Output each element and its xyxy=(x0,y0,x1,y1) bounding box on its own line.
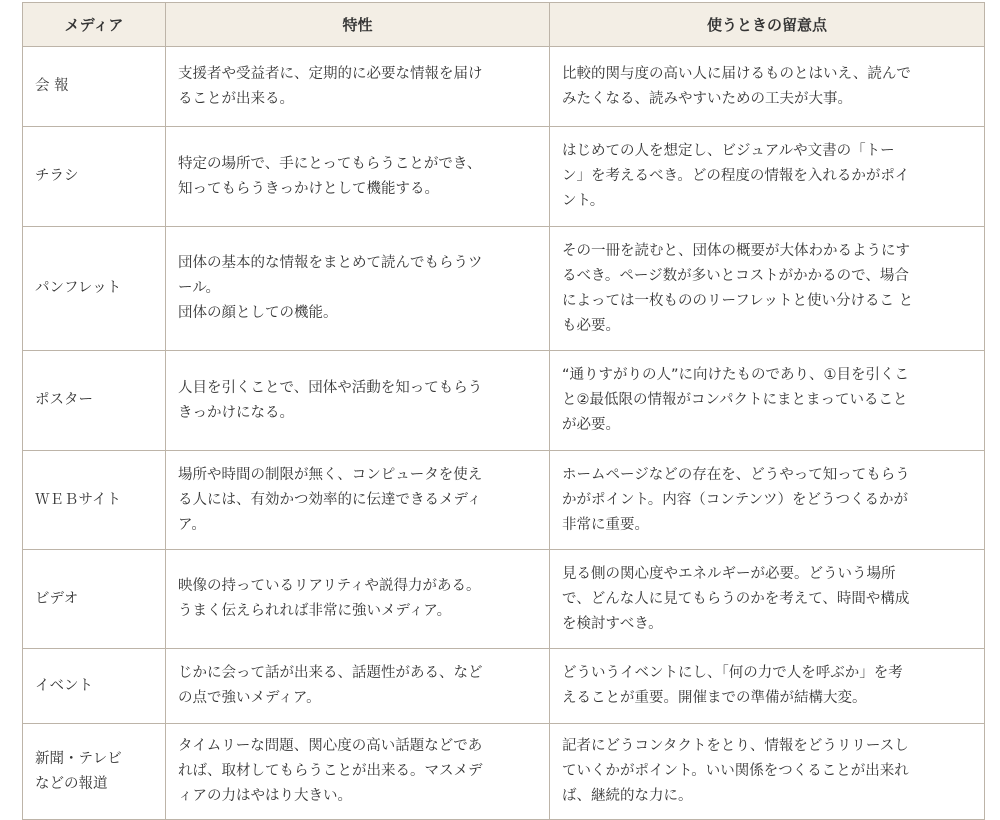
media-name-line: などの報道 xyxy=(35,775,108,792)
media-comparison-table xyxy=(22,2,985,820)
notes-line: えることが重要。開催までの準備が結構大変。 xyxy=(562,690,867,706)
table-row xyxy=(23,550,985,649)
media-name: ビデオ xyxy=(35,590,79,607)
notes-line: かがポイント。内容（コンテンツ）をどうつくるかが xyxy=(562,491,908,508)
trait-cell xyxy=(166,649,550,724)
trait-line: タイムリーな問題、関心度の高い話題などであ xyxy=(178,738,483,754)
trait-line: 場所や時間の制限が無く、コンピュータを使え xyxy=(178,466,483,483)
trait-cell xyxy=(166,351,550,451)
notes-cell xyxy=(550,47,985,127)
notes-line: ホームページなどの存在を、どうやって知ってもらう xyxy=(562,466,910,483)
trait-line: うまく伝えられれば非常に強いメディア。 xyxy=(178,603,452,619)
header-trait: 特性 xyxy=(166,3,550,47)
notes-line: を検討すべき。 xyxy=(562,615,663,632)
media-cell xyxy=(23,351,166,451)
media-cell xyxy=(23,649,166,724)
trait-line: ア。 xyxy=(178,516,206,533)
table-row xyxy=(23,227,985,351)
trait-cell xyxy=(166,227,550,351)
trait-cell xyxy=(166,724,550,820)
trait-line: きっかけになる。 xyxy=(178,404,294,421)
trait-line: 特定の場所で、手にとってもらうことができ、 xyxy=(178,155,482,172)
trait-line: ることが出来る。 xyxy=(178,90,294,107)
table-header-row xyxy=(23,3,985,47)
notes-line: 比較的関与度の高い人に届けるものとはいえ、読んで xyxy=(562,65,911,82)
table-row xyxy=(23,451,985,550)
trait-cell xyxy=(166,451,550,550)
media-cell xyxy=(23,227,166,351)
notes-line: ント。 xyxy=(562,193,605,209)
table-row xyxy=(23,649,985,724)
media-cell xyxy=(23,127,166,227)
notes-cell xyxy=(550,724,985,820)
trait-line: 支援者や受益者に、定期的に必要な情報を届け xyxy=(178,65,483,82)
notes-line: その一冊を読むと、団体の概要が大体わかるようにす xyxy=(562,242,910,259)
trait-line: ール。 xyxy=(178,280,221,296)
trait-line: 知ってもらうきっかけとして機能する。 xyxy=(178,180,439,197)
trait-line: る人には、有効かつ効率的に伝達できるメディ xyxy=(178,491,482,508)
notes-line: どういうイベントにし、「何の力で人を呼ぶか」を考 xyxy=(562,665,903,681)
table-row xyxy=(23,47,985,127)
table-row xyxy=(23,127,985,227)
header-media: メディア xyxy=(23,3,166,47)
media-cell xyxy=(23,550,166,649)
media-name: イベント xyxy=(35,677,93,694)
notes-line: 見る側の関心度やエネルギーが必要。どういう場所 xyxy=(562,565,896,582)
notes-line: と②最低限の情報がコンパクトにまとまっていること xyxy=(562,392,908,408)
media-cell xyxy=(23,47,166,127)
trait-line: 人目を引くことで、団体や活動を知ってもらう xyxy=(178,379,483,396)
media-name: ＷＥＢサイト xyxy=(35,491,121,508)
media-name: 会 報 xyxy=(35,78,69,94)
notes-line: みたくなる、読みやすいための工夫が大事。 xyxy=(562,90,852,107)
media-table-container xyxy=(22,2,984,820)
notes-cell xyxy=(550,451,985,550)
trait-cell xyxy=(166,127,550,227)
trait-line: ィアの力はやはり大きい。 xyxy=(178,788,352,804)
media-name: チラシ xyxy=(35,168,79,184)
media-name-line: 新聞・テレビ xyxy=(35,750,122,767)
notes-cell xyxy=(550,649,985,724)
trait-line: れば、取材してもらうことが出来る。マスメデ xyxy=(178,763,483,779)
media-name: パンフレット xyxy=(35,280,122,296)
trait-cell xyxy=(166,47,550,127)
notes-line: によっては一枚もののリーフレットと使い分けるこ と xyxy=(562,292,914,309)
table-row xyxy=(23,724,985,820)
notes-line: で、どんな人に見てもらうのかを考えて、時間や構成 xyxy=(562,590,910,607)
notes-line: 非常に重要。 xyxy=(562,516,649,533)
notes-line: ば、継続的な力に。 xyxy=(562,788,693,804)
notes-line: 記者にどうコンタクトをとり、情報をどうリリースし xyxy=(562,738,909,754)
notes-line: も必要。 xyxy=(562,317,620,334)
media-name: ポスター xyxy=(35,392,93,408)
notes-line: ン」を考えるべき。どの程度の情報を入れるかがポイ xyxy=(562,168,910,184)
notes-line: “通りすがりの人”に向けたものであり、①目を引くこ xyxy=(562,367,910,383)
media-cell xyxy=(23,724,166,820)
trait-cell xyxy=(166,550,550,649)
table-row xyxy=(23,351,985,451)
notes-line: るべき。ページ数が多いとコストがかかるので、場合 xyxy=(562,267,909,284)
notes-line: はじめての人を想定し、ビジュアルや文書の「トー xyxy=(562,143,895,159)
trait-line: 団体の基本的な情報をまとめて読んでもらうツ xyxy=(178,255,483,271)
trait-line: の点で強いメディア。 xyxy=(178,690,321,706)
notes-cell xyxy=(550,227,985,351)
header-notes: 使うときの留意点 xyxy=(550,3,985,47)
trait-line: 団体の顔としての機能。 xyxy=(178,305,338,321)
notes-cell xyxy=(550,127,985,227)
notes-line: が必要。 xyxy=(562,417,620,433)
notes-cell xyxy=(550,550,985,649)
trait-line: じかに会って話が出来る、話題性がある、など xyxy=(178,665,483,681)
trait-line: 映像の持っているリアリティや説得力がある。 xyxy=(178,578,481,594)
media-cell xyxy=(23,451,166,550)
notes-line: ていくかがポイント。いい関係をつくることが出来れ xyxy=(562,763,909,779)
notes-cell xyxy=(550,351,985,451)
